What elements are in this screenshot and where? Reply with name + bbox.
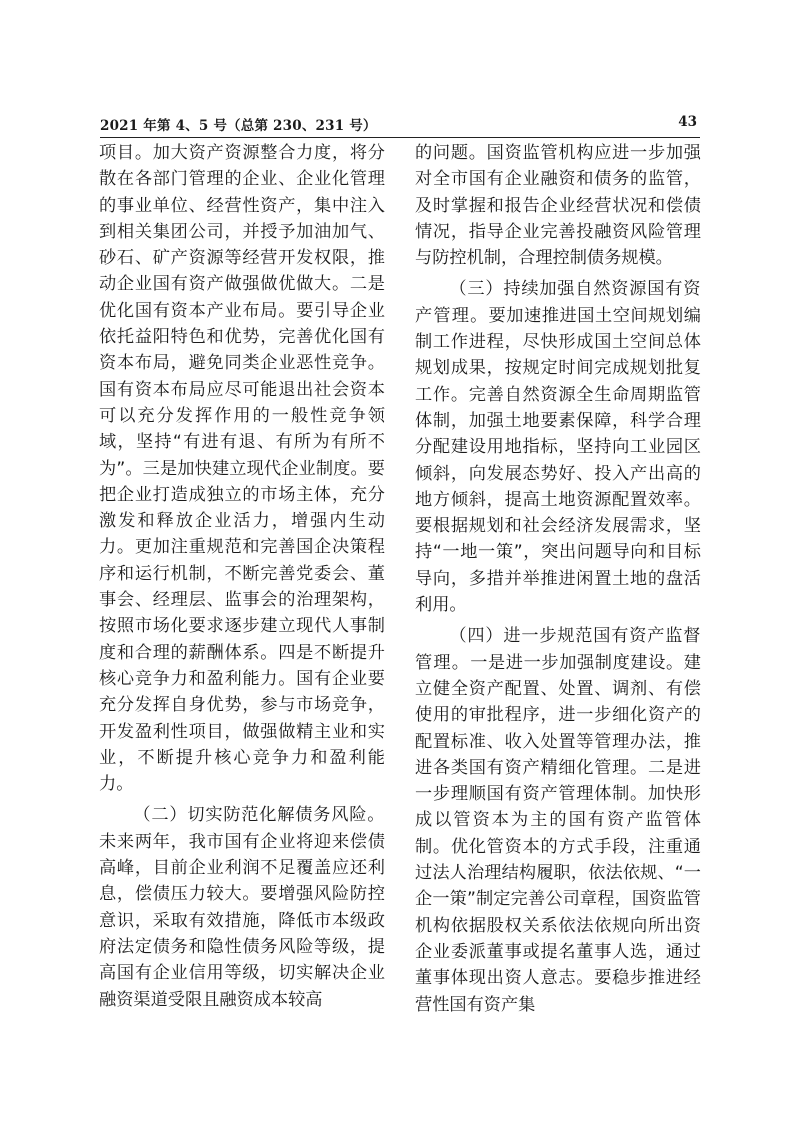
paragraph-body: 一是进一步加强制度建设。建立健全资产配置、处置、调剂、有偿使用的审批程序，进一步细化资产的配置标准、收入处置等管理办法，推进各类国有资产精细化管理。二是进一步理顺国有资产管理体制。加快形成以管资本为主的国有资产监管体制。优化管资本的方式手段，注重通过法人治理结构履职，依法依规、“一企一策”制定完善公司章程，国资监管机构依据股权关系依法依规向所出资企业委派董事或提名董事人选，通过董事体现出资人意志。要稳步推进经营性国有资产集 (415, 652, 701, 1015)
running-header (100, 114, 700, 136)
header-rule (100, 137, 700, 138)
paragraph-body: 未来两年，我市国有企业将迎来偿债高峰，目前企业利润不足覆盖应还利息，偿债压力较大。要增强风险防控意识，采取有效措施，降低市本级政府法定债务和隐性债务风险等级，提高国有企业信用等级，切实解决企业融资渠道受限且融资成本较高 (99, 831, 385, 1010)
issue-info: 2021 年第 4、5 号（总第 230、231 号） (100, 118, 377, 134)
paragraph (99, 802, 385, 1012)
paragraph (415, 276, 701, 618)
paragraph-body: 要加速推进国土空间规划编制工作进程，尽快形成国土空间总体规划成果，按规定时间完成规划批复工作。完善自然资源全生命周期监管体制，加强土地要素保障，科学合理分配建设用地指标，坚持向工业园区倾斜，向发展态势好、投入产出高的地方倾斜，提高土地资源配置效率。要根据规划和社会经济发展需求，坚持“一地一策”，突出问题导向和目标导向，多措并举推进闲置土地的盘活利用。 (415, 305, 701, 616)
page-number: 43 (678, 114, 697, 130)
section-heading: （二）切实防范化解债务风险。 (133, 805, 385, 826)
section-heading: （四）进一步规范国有资产监督管理。 (415, 626, 701, 673)
paragraph (415, 623, 701, 1017)
paragraph: 项目。加大资产资源整合力度，将分散在各部门管理的企业、企业化管理的事业单位、经营性资产，集中注入到相关集团公司，并授予加油加气、砂石、矿产资源等经营开发权限，推动企业国有资产做强做优做大。二是优化国有资本产业布局。要引导企业依托益阳特色和优势，完善优化国有资本布局，避免同类企业恶性竞争。国有资本布局应尽可能退出社会资本可以充分发挥作用的一般性竞争领域，坚持“有进有退、有所为有所不为”。三是加快建立现代企业制度。要把企业打造成独立的市场主体，充分激发和释放企业活力，增强内生动力。更加注重规范和完善国企决策程序和运行机制，不断完善党委会、董事会、经理层、监事会的治理架构，按照市场化要求逐步建立现代人事制度和合理的薪酬体系。四是不断提升核心竞争力和盈利能力。国有企业要充分发挥自身优势，参与市场竞争，开发盈利性项目，做强做精主业和实业，不断提升核心竞争力和盈利能力。 (99, 143, 385, 795)
paragraph: 的问题。国资监管机构应进一步加强对全市国有企业融资和债务的监管，及时掌握和报告企业经营状况和偿债情况，指导企业完善投融资风险管理与防控机制，合理控制债务规模。 (415, 143, 701, 269)
section-heading: （三）持续加强自然资源国有资产管理。 (415, 279, 701, 326)
right-column (415, 140, 701, 1040)
left-column (99, 140, 385, 1040)
